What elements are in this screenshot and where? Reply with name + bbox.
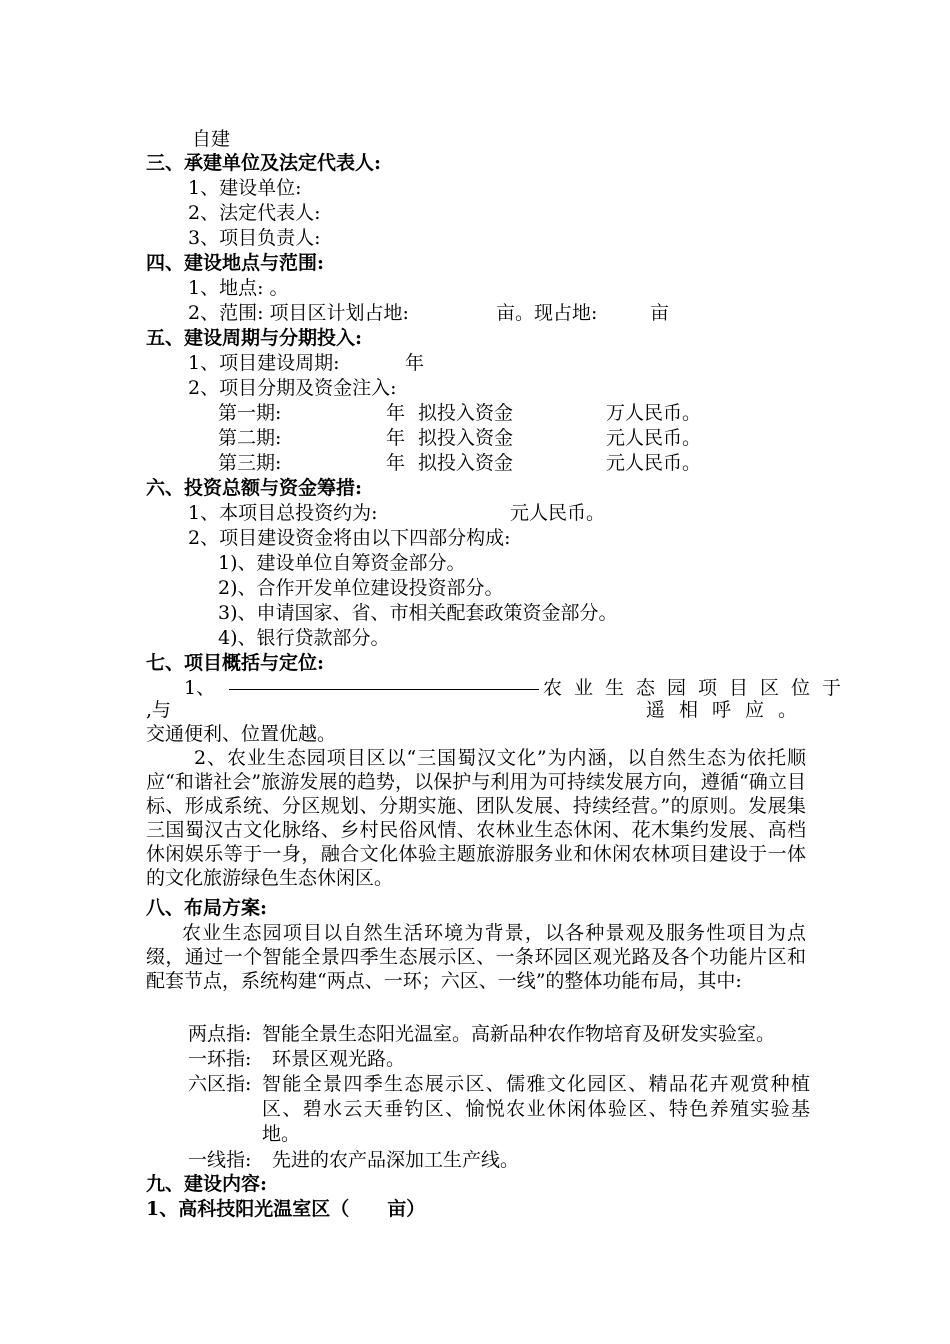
item-7-1-text [543,676,854,700]
one-line-text: 先进的农产品深加工生产线。 [272,1149,520,1171]
section-7-heading: 七、项目概括与定位: [146,652,325,674]
phase-name: 第三期: [218,452,282,474]
phase-invest: 拟投入资金 [418,402,514,424]
section-8-paragraph: 农业生态园项目以自然生活环境为背景，以各种景观及服务性项目为点缀，通过一个智能全景四季生态展示区、一条环园区观光路及各个功能片区和配套节点，系统构建“两点、一环；六区、一线”的整体功能布局，其中: [146,922,806,992]
item-4-2-end: 亩 [650,302,670,324]
one-ring-label: 一环指: [188,1048,252,1070]
six-zones-label: 六区指: [188,1073,252,1095]
phase-name: 第二期: [218,427,282,449]
phase-name: 第一期: [218,402,282,424]
phase-unit: 元人民币。 [606,452,702,474]
phase-unit: 元人民币。 [606,427,702,449]
item-5-2: 2、项目分期及资金注入: [188,377,397,399]
section-9-heading: 九、建设内容: [146,1173,268,1195]
item-9-1-heading: 1、高科技阳光温室区（ 亩） [146,1198,426,1220]
two-points-label: 两点指: [188,1023,252,1045]
item-6-2-3: 3)、申请国家、省、市相关配套政策资金部分。 [218,602,618,624]
item-6-2-1: 1)、建设单位自筹资金部分。 [218,552,466,574]
item-6-2-4: 4)、银行贷款部分。 [218,627,390,649]
item-7-1-line3: 交通便利、位置优越。 [146,723,337,745]
item-3-2: 2、法定代表人: [188,202,321,224]
item-6-1-label: 1、本项目总投资约为: [188,502,378,524]
item-7-1-line2-end: 遥相呼应。 [646,699,812,721]
item-6-1-unit: 元人民币。 [510,502,606,524]
item-5-1-unit: 年 [405,352,425,374]
two-points-text: 智能全景生态阳光温室。高新品种农作物培育及研发实验室。 [262,1023,776,1045]
section-4-heading: 四、建设地点与范围: [146,252,325,274]
item-7-1-number: 1、 [184,677,216,699]
item-4-2-label: 2、范围: 项目区计划占地: [188,302,409,324]
item-7-1-text-inner: 农业生态园项目区位于 [543,677,854,699]
item-6-2-2: 2)、合作开发单位建设投资部分。 [218,577,504,599]
phase-invest: 拟投入资金 [418,452,514,474]
phase-invest: 拟投入资金 [418,427,514,449]
phase-year: 年 [386,427,406,449]
item-7-2-paragraph: 2、农业生态园项目区以“三国蜀汉文化”为内涵，以自然生态为依托顺应“和谐社会”旅游发展的趋势，以保护与利用为可持续发展方向，遵循“确立目标、形成系统、分区规划、分期实施、团队发展、持续经营。”的原则。发展集三国蜀汉古文化脉络、乡村民俗风情、农林业生态休闲、花木集约发展、高档休闲娱乐等于一身，融合文化体验主题旅游服务业和休闲农林项目建设于一体的文化旅游绿色生态休闲区。 [146,747,806,889]
item-3-3: 3、项目负责人: [188,227,321,249]
fill-in-blank-line [229,689,539,690]
zijian-line: 自建 [192,128,231,150]
item-4-2-mid: 亩。现占地: [496,302,598,324]
one-line-label: 一线指: [188,1149,252,1171]
item-7-1-line2-start: ,与 [146,699,172,721]
section-3-heading: 三、承建单位及法定代表人: [146,152,382,174]
item-3-1: 1、建设单位: [188,177,302,199]
section-8-heading: 八、布局方案: [146,897,268,919]
one-ring-text: 环景区观光路。 [272,1048,406,1070]
phase-unit: 万人民币。 [606,402,702,424]
item-4-1: 1、地点: 。 [188,277,289,299]
six-zones-text: 智能全景四季生态展示区、儒雅文化园区、精品花卉观赏种植区、碧水云天垂钓区、愉悦农业休闲体验区、特色养殖实验基地。 [262,1073,810,1145]
item-5-1-label: 1、项目建设周期: [188,352,340,374]
item-6-2: 2、项目建设资金将由以下四部分构成: [188,527,511,549]
section-5-heading: 五、建设周期与分期投入: [146,327,363,349]
section-6-heading: 六、投资总额与资金筹措: [146,477,363,499]
phase-year: 年 [386,452,406,474]
phase-year: 年 [386,402,406,424]
